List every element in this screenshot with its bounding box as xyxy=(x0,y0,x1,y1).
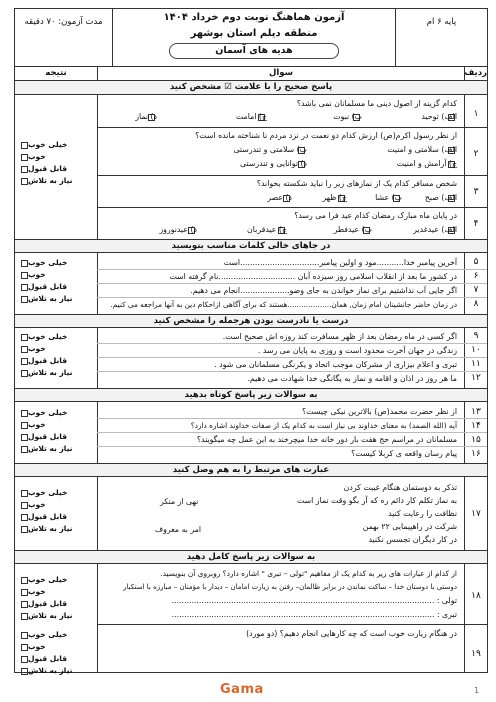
question-text: پیام رسان واقعه ی کربلا کیست؟ xyxy=(351,449,457,458)
grade-box xyxy=(395,9,487,67)
grade-checklist xyxy=(19,407,93,455)
duration-label: مدت آزمون: ۷۰ دقیقه xyxy=(24,17,103,27)
match-item: در کار دیگران تجسس نکنید xyxy=(368,535,457,544)
grade-option[interactable]: خیلی خوب xyxy=(19,574,93,586)
question-number: ۷ xyxy=(473,285,479,295)
answer-line[interactable]: تولی : .......................................................................................................... xyxy=(171,596,457,605)
options xyxy=(105,112,457,122)
grade-option[interactable]: خیلی خوب xyxy=(19,331,93,343)
col-divider xyxy=(97,67,98,673)
grade-option[interactable]: قابل قبول xyxy=(19,355,93,367)
answer-line[interactable]: تبری : .......................................................................................................... xyxy=(171,610,457,619)
question-number: ۴ xyxy=(473,219,479,229)
question-number: ۱۴ xyxy=(471,421,481,431)
option[interactable]: ب) نبوت xyxy=(333,112,362,121)
question-text: از نظر حضرت محمد(ص) بالاترین نیکی چیست؟ xyxy=(301,407,457,416)
match-item: تذکر به دوستمان هنگام غیبت کردن xyxy=(343,483,457,492)
question-number: ۱۹ xyxy=(471,649,481,659)
option[interactable]: د) توانایی و تندرستی xyxy=(239,159,307,168)
question-number: ۶ xyxy=(473,271,479,281)
exam-header xyxy=(15,9,487,67)
duration-box xyxy=(15,9,113,67)
grade-label: پایه ۶ ام xyxy=(426,17,457,27)
col-question: سوال xyxy=(269,68,293,78)
question-text: کدام گزینه از اصول دینی ما مسلمانان نمی باشد؟ xyxy=(296,99,457,108)
option[interactable]: د) عیدنوروز xyxy=(159,225,197,234)
grade-option[interactable]: خوب xyxy=(19,343,93,355)
grade-option[interactable]: خوب xyxy=(19,641,93,653)
grade-option[interactable]: نیاز به تلاش xyxy=(19,665,93,677)
section-title: در جاهای خالی کلمات مناسب بنویسید xyxy=(15,239,487,253)
grade-checklist xyxy=(19,139,93,187)
question-number: ۱۱ xyxy=(471,359,481,369)
grade-option[interactable]: قابل قبول xyxy=(19,653,93,665)
option[interactable]: الف) صبح xyxy=(424,193,457,202)
row-divider xyxy=(97,371,487,372)
gama-logo: Gama xyxy=(220,682,264,697)
grade-option[interactable]: خوب xyxy=(19,499,93,511)
page-number: 1 xyxy=(474,686,480,695)
question-number: ۱۰ xyxy=(471,345,481,355)
question-text: از نظر رسول اکرم(ص) ارزش کدام دو نعمت در نزد مردم نا شناخته مانده است؟ xyxy=(195,131,457,140)
grade-option[interactable]: قابل قبول xyxy=(19,598,93,610)
exam-title: آزمون هماهنگ نوبت دوم خرداد ۱۴۰۴ xyxy=(163,12,345,23)
grade-option[interactable]: نیاز به تلاش xyxy=(19,293,93,305)
grade-option[interactable]: قابل قبول xyxy=(19,511,93,523)
question-number: ۱۷ xyxy=(471,509,481,519)
col-result: نتیجه xyxy=(45,68,67,78)
question-number: ۱۶ xyxy=(471,449,481,459)
question-text: در هنگام زیارت خوب است که چه کارهایی انجام دهیم؟ (دو مورد) xyxy=(246,629,457,638)
title-box xyxy=(113,9,395,67)
row-divider xyxy=(97,446,487,447)
grade-option[interactable]: خیلی خوب xyxy=(19,407,93,419)
grade-option[interactable]: نیاز به تلاش xyxy=(19,175,93,187)
question-number: ۳ xyxy=(473,187,479,197)
row-divider xyxy=(97,432,487,433)
options xyxy=(105,145,457,175)
grade-option[interactable]: خیلی خوب xyxy=(19,139,93,151)
grade-checklist xyxy=(19,331,93,379)
grade-checklist xyxy=(19,487,93,535)
grade-option[interactable]: نیاز به تلاش xyxy=(19,367,93,379)
grade-option[interactable]: نیاز به تلاش xyxy=(19,443,93,455)
row-divider xyxy=(97,343,487,344)
grade-option[interactable]: خوب xyxy=(19,586,93,598)
option[interactable]: الف) عیدغدیر xyxy=(413,225,457,234)
option[interactable]: د) نماز xyxy=(135,112,157,121)
question-text: ما هر روز در اذان و اقامه و نماز به یگانگی خدا شهادت می دهیم. xyxy=(247,374,457,383)
question-text: مسلمانان در مراسم حج هفت بار دور خانه خدا میچرخند به این عمل چه میگویند؟ xyxy=(196,435,457,444)
grade-option[interactable]: نیاز به تلاش xyxy=(19,523,93,535)
grade-option[interactable]: قابل قبول xyxy=(19,281,93,293)
row-divider xyxy=(97,269,487,270)
option[interactable]: ب) عشا xyxy=(375,193,402,202)
grade-option[interactable]: خیلی خوب xyxy=(19,257,93,269)
match-item: شرکت در راهپیمایی ۲۲ بهمن xyxy=(362,522,457,531)
question-number: ۱۸ xyxy=(471,591,481,601)
option[interactable]: ج) آرامش و امنیت xyxy=(396,159,457,168)
question-text: آخرین پیامبر خدا...........مود و اولین پیامبر................................است xyxy=(223,258,457,267)
question-number: ۱۵ xyxy=(471,435,481,445)
row-divider xyxy=(97,357,487,358)
column-header xyxy=(15,67,487,81)
option[interactable]: ج) ظهر xyxy=(322,193,347,202)
question-number: ۸ xyxy=(473,299,479,309)
grade-option[interactable]: خیلی خوب xyxy=(19,629,93,641)
question-text: اگر کسی در ماه رمضان بعد از ظهر مسافرت کند روزه اش صحیح است. xyxy=(222,332,457,341)
question-text: آیه (الله الصمد) به معنای خداوند بی نیاز است به کدام یک از صفات خداوند اشاره دارد؟ xyxy=(190,421,457,430)
question-text: در پایان ماه مبارک رمضان کدام عید فرا می رسد؟ xyxy=(294,211,457,220)
exam-region: منطقه دیلم استان بوشهر xyxy=(190,28,318,39)
question-subtext: دوستی با دوستان خدا – ساکت نماندن در برابر ظالمان– رفتن به زیارت امامان – دیدار با مؤمنان – مبارزه با استکبار xyxy=(123,583,457,591)
option[interactable]: ب) سلامتی و تندرستی xyxy=(233,145,307,154)
question-number: ۲ xyxy=(473,149,479,159)
section-title: به سوالات زیر پاسخ کوتاه بدهید xyxy=(15,388,487,402)
grade-option[interactable]: نیاز به تلاش xyxy=(19,610,93,622)
question-text: در زمان حاضر جانشینان امام زمان, همان...................هستند که برای آگاهی ازاحکام دین به آنها مراجعه می کنیم. xyxy=(110,300,457,309)
row-divider xyxy=(97,127,487,128)
question-text: زندگی در جهان آخرت محدود است و روزی به پایان می رسد . xyxy=(257,346,457,355)
grade-checklist xyxy=(19,574,93,622)
grade-option[interactable]: خوب xyxy=(19,269,93,281)
option[interactable]: ج) امامت xyxy=(235,112,267,121)
exam-sheet xyxy=(14,8,488,673)
section-title: عبارت های مرتبط را به هم وصل کنید xyxy=(15,463,487,477)
exam-subject: هدیه های آسمان xyxy=(169,43,339,59)
question-text: تبری و اعلام بیزاری از مشرکان موجب اتحاد و یکرنگی مسلمانان می شود . xyxy=(214,360,457,369)
option[interactable]: الف) سلامتی و امنیت xyxy=(387,145,457,154)
row-divider xyxy=(97,207,487,208)
option[interactable]: الف) توحید xyxy=(421,112,457,121)
question-text: در کشور ما بعد از انقلاب اسلامی روز سیزده آبان ...............................نام گرفته است xyxy=(169,272,457,281)
match-item: نظافت را رعایت کنید xyxy=(388,509,457,518)
option[interactable]: د) عصر xyxy=(267,193,292,202)
row-divider xyxy=(97,624,487,625)
col-row: ردیف xyxy=(464,68,487,78)
match-target: امر به معروف xyxy=(155,525,202,534)
section-title: پاسخ صحیح را با علامت ☑ مشخص کنید xyxy=(15,81,487,95)
question-number: ۵ xyxy=(473,257,479,267)
row-divider xyxy=(97,297,487,298)
row-divider xyxy=(97,283,487,284)
match-item: به نماز تکلم کار دائم ره که آر بگو وقت نماز است xyxy=(296,496,457,505)
grade-option[interactable]: خیلی خوب xyxy=(19,487,93,499)
grade-option[interactable]: قابل قبول xyxy=(19,431,93,443)
grade-checklist xyxy=(19,257,93,305)
row-divider xyxy=(97,175,487,176)
grade-checklist xyxy=(19,629,93,677)
question-number: ۱۲ xyxy=(471,373,481,383)
options xyxy=(105,225,457,235)
option[interactable]: ج) عیدقربان xyxy=(247,225,287,234)
row-divider xyxy=(97,418,487,419)
match-target: نهی از منکر xyxy=(160,497,199,506)
option[interactable]: ب) عیدفطر xyxy=(333,225,372,234)
question-number: ۱ xyxy=(473,109,479,119)
question-text: از کدام از عبارات های زیر به کدام یک از مفاهیم "تولی – تبری " اشاره دارد؟ روبروی آن بنویسید. xyxy=(160,569,457,578)
question-text: اگر جایی آب نداشتیم برای نماز خواندن به جای وضو....................انجام می دهیم. xyxy=(190,286,457,295)
grade-option[interactable]: خوب xyxy=(19,419,93,431)
options xyxy=(105,193,457,203)
grade-option[interactable]: قابل قبول xyxy=(19,163,93,175)
section-title: به سوالات زیر پاسخ کامل دهید xyxy=(15,550,487,564)
question-number: ۱۳ xyxy=(471,407,481,417)
question-text: شخص مسافر کدام یک از نمازهای زیر را نباید شکسته بخواند؟ xyxy=(256,179,457,188)
section-title: درست یا نادرست بودن هرجمله را مشخص کنید xyxy=(15,314,487,328)
question-number: ۹ xyxy=(473,331,479,341)
grade-option[interactable]: خوب xyxy=(19,151,93,163)
